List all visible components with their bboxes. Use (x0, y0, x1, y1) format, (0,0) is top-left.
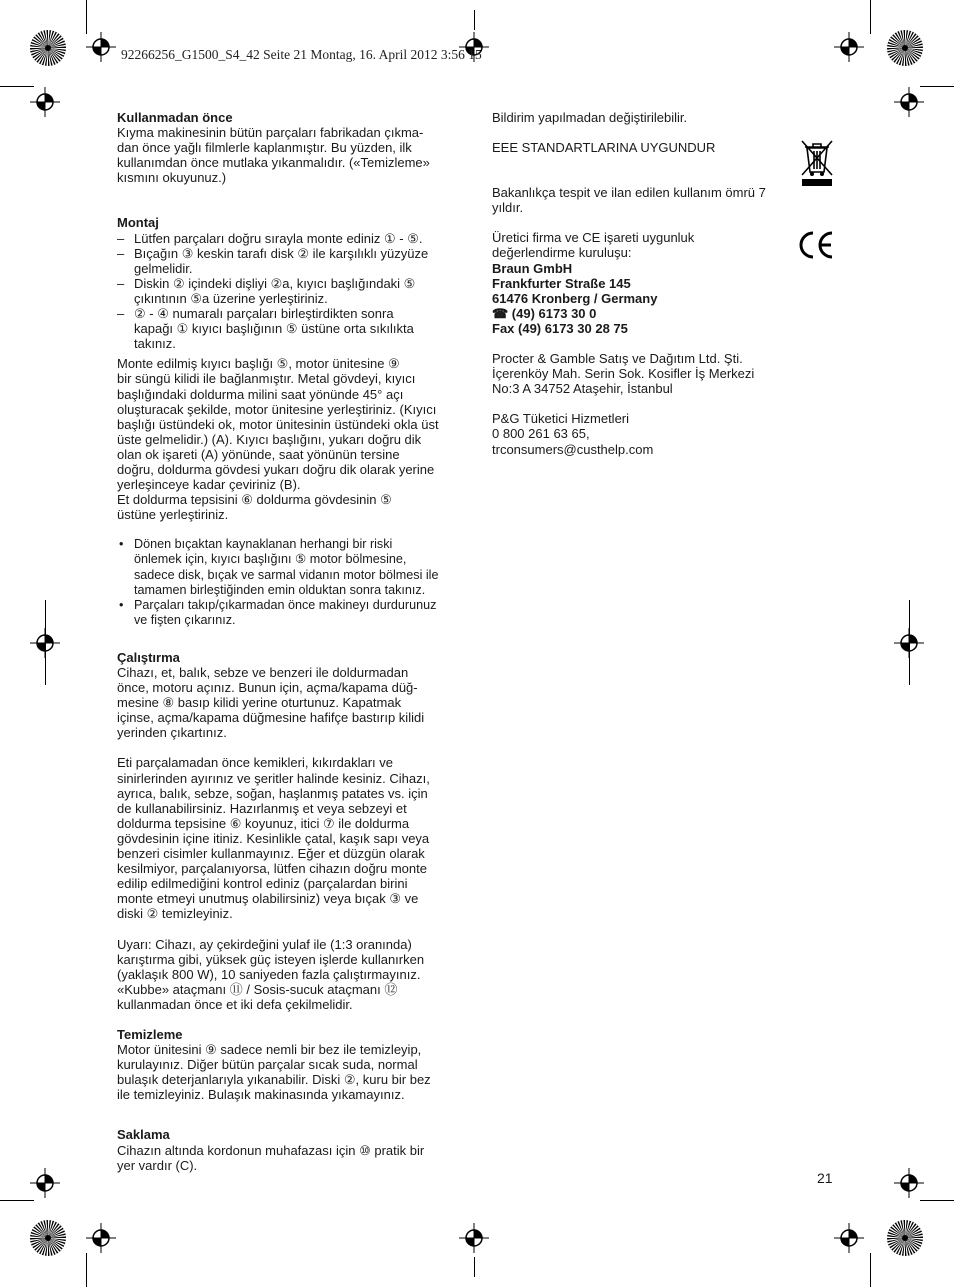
distributor-address (492, 351, 792, 396)
registration-mark-icon (894, 1168, 924, 1198)
text-line: içinse, açma/kapama düğmesine hafifçe bastırıp kilidi (117, 710, 425, 726)
text-line: «Kubbe» ataçmanı ⑪ / Sosis-sucuk ataçmanı ⑫ (117, 981, 398, 997)
left-column (117, 110, 463, 1188)
section-title-assembly: Montaj (117, 215, 159, 231)
text-line: başlığındaki doldurma milini saat yönünde 45° açı (117, 386, 404, 402)
text-line: mesine ⑧ basıp kilidi yerine oturtunuz. Kapatmak (117, 695, 402, 711)
text-line: kullanımdan önce mutlaka yıkanmalıdır. («Temizleme» (117, 155, 430, 171)
list-item: – ② - ④ numaralı parçaları birleştirdikten sonra kapağı ① kıyıcı başlığının ⑤ üstüne orta sıkılıkta takınız. (117, 306, 463, 351)
section-title-before-use: Kullanmadan önce (117, 110, 233, 125)
text-line: üste gelmelidir.) (A). Kıyıcı başlığını, yukarı doğru dik (117, 431, 422, 447)
text-line: doldurma tepsisine ⑥ koyunuz, itici ⑦ ile doldurma (117, 815, 410, 831)
registration-mark-icon (86, 1223, 116, 1253)
text-line: yerleşinceye kadar çeviriniz (B). (117, 477, 301, 493)
page-number: 21 (817, 1170, 833, 1186)
text-line: oluşturacak şekilde, motor ünitesine yerleştiriniz. (Kıyıcı (117, 401, 437, 417)
company-name: Braun GmbH (492, 260, 573, 276)
text-line: kullanmadan önce et iki defa çekilmelidir. (117, 996, 353, 1012)
text-line: sinirlerinden ayırınız ve şeritler halinde kesiniz. Cihazı, (117, 770, 430, 786)
crop-mark (870, 0, 871, 34)
text-line: doğru, doldurma gövdesi yukarı doğru dik olarak yerine (117, 461, 435, 477)
text-line: gövdesinin içine itiniz. Kesinlikle çatal, kaşık sapı veya (117, 830, 430, 846)
customer-service (492, 411, 792, 456)
section-title-storage: Saklama (117, 1127, 170, 1143)
registration-mark-icon (894, 87, 924, 117)
text-line: yıldır. (492, 200, 524, 216)
crop-mark (909, 600, 910, 685)
text-line: Cihazın altında kordonun muhafazası için ⑩ pratik bir (117, 1142, 425, 1158)
text-line: Üretici firma ve CE işareti uygunluk (492, 230, 695, 246)
company-fax: Fax (49) 6173 30 28 75 (492, 320, 628, 336)
weee-bin-icon (799, 138, 835, 193)
text-line: ayrıca, balık, sebze, soğan, haşlanmış patates vs. için (117, 785, 428, 801)
operation-para-1 (117, 665, 463, 740)
operation-para-2 (117, 755, 463, 921)
list-item: – Bıçağın ③ keskin tarafı disk ② ile karşılıklı yüzyüze gelmelidir. (117, 246, 463, 276)
list-item: – Diskin ② içindeki dişliyi ②a, kıyıcı başlığındaki ⑤ çıkıntının ⑤a üzerine yerleştiriniz. (117, 276, 463, 306)
ce-intro (492, 230, 792, 260)
text-line: kurulayınız. Diğer bütün parçalar sıcak suda, normal (117, 1057, 418, 1073)
before-use-text (117, 125, 463, 185)
text-line: Kıyma makinesinin bütün parçaları fabrikadan çıkma- (117, 125, 424, 141)
product-lifetime (492, 185, 792, 215)
crop-mark (0, 1200, 34, 1201)
list-item: • Dönen bıçaktan kaynaklanan herhangi bir riski önlemek için, kıyıcı başlığını ⑤ motor bölmesine, sadece disk, bıçak ve sarmal vidanın motor bölmesi ile tamamen birleştiğinden emin olduktan sonra takınız. (117, 537, 463, 597)
text-line: de kullanabilirsiniz. Hazırlanmış et veya sebzeyi et (117, 800, 407, 816)
text-line: Procter & Gamble Satış ve Dağıtım Ltd. Şti. (492, 351, 743, 367)
text-line: karıştırma gibi, yüksek güç isteyen işlerde kullanırken (117, 951, 425, 967)
company-city: 61476 Kronberg / Germany (492, 290, 658, 306)
ce-mark-icon (796, 230, 836, 265)
registration-mark-icon (30, 1168, 60, 1198)
assembly-steps (117, 231, 463, 352)
registration-mark-icon (86, 32, 116, 62)
crop-mark (45, 600, 46, 685)
change-notice: Bildirim yapılmadan değiştirilebilir. (492, 110, 688, 125)
company-phone: ☎ (49) 6173 30 0 (492, 305, 597, 321)
crop-mark (920, 1200, 954, 1201)
list-item: • Parçaları takıp/çıkarmadan önce makineyı durdurunuz ve fişten çıkarınız. (117, 598, 463, 628)
text-line: bulaşık deterjanlarıyla yıkanabilir. Diski ②, kuru bir bez (117, 1072, 431, 1088)
section-before-use (117, 110, 463, 185)
crop-mark (474, 1257, 475, 1277)
text-line: kısmını okuyunuz.) (117, 170, 227, 186)
storage-text (117, 1143, 463, 1173)
text-line: üstüne yerleştiriniz. (117, 507, 229, 523)
text-line: Bakanlıkça tespit ve ilan edilen kullanım ömrü 7 (492, 185, 766, 201)
registration-mark-icon (834, 32, 864, 62)
text-line: Uyarı: Cihazı, ay çekirdeğini yulaf ile (1:3 oranında) (117, 936, 412, 952)
text-line: Motor ünitesini ⑨ sadece nemli bir bez ile temizleyip, (117, 1042, 422, 1058)
text-line: P&G Tüketici Hizmetleri (492, 411, 630, 427)
operation-para-3 (117, 937, 463, 1012)
crop-mark (86, 0, 87, 34)
assembly-warnings (117, 537, 463, 628)
text-line: monte etmeyi unutmuş olabilirsiniz) veya bıçak ③ ve (117, 891, 419, 907)
text-line: dan önce yağlı filmlerle kaplanmıştır. Bu yüzden, ilk (117, 140, 412, 156)
star-target-icon (886, 29, 924, 67)
registration-mark-icon (834, 1223, 864, 1253)
text-line: benzeri cisimler kullanmayınız. Eğer et düzgün olarak (117, 846, 425, 862)
section-assembly (117, 215, 463, 627)
registration-mark-icon (459, 1223, 489, 1253)
text-line: olan ok işareti (A) yönünde, saat yönünün tersine (117, 446, 400, 462)
text-line: Eti parçalamadan önce kemikleri, kıkırdakları ve (117, 755, 394, 771)
section-cleaning (117, 1027, 463, 1102)
text-line: bir süngü kilidi ile bağlanmıştır. Metal gövdeyi, kıyıcı (117, 371, 416, 387)
text-line: Monte edilmiş kıyıcı başlığı ⑤, motor ünitesine ⑨ (117, 356, 400, 372)
text-line: diski ② temizleyiniz. (117, 906, 233, 922)
text-line: önce, motoru açınız. Bunun için, açma/kapama düğ- (117, 680, 418, 696)
crop-mark (86, 1253, 87, 1287)
eee-conformity: EEE STANDARTLARINA UYGUNDUR (492, 140, 716, 156)
star-target-icon (29, 29, 67, 67)
text-line: yerinden çıkartınız. (117, 725, 227, 741)
list-item: – Lütfen parçaları doğru sırayla monte ediniz ① - ⑤. (117, 231, 463, 246)
section-operation (117, 650, 463, 1012)
text-line: (yaklaşık 800 W), 10 saniyeden fazla çalıştırmayınız. (117, 966, 421, 982)
section-title-cleaning: Temizleme (117, 1026, 183, 1042)
crop-mark (920, 86, 954, 87)
text-line: Et doldurma tepsisini ⑥ doldurma gövdesinin ⑤ (117, 492, 392, 508)
section-storage (117, 1127, 463, 1172)
text-line: İçerenköy Mah. Serin Sok. Kosifler İş Merkezi (492, 366, 755, 382)
star-target-icon (29, 1219, 67, 1257)
text-line: ile temizleyiniz. Bulaşık makinasında yıkamayınız. (117, 1087, 405, 1103)
registration-mark-icon (30, 87, 60, 117)
text-line: edilip edilmediğini kontrol ediniz (parçalardan birini (117, 876, 408, 892)
text-line: değerlendirme kuruluşu: (492, 245, 632, 261)
star-target-icon (886, 1219, 924, 1257)
print-header: 92266256_G1500_S4_42 Seite 21 Montag, 16. April 2012 3:56 15 (121, 47, 482, 62)
cleaning-text (117, 1042, 463, 1102)
text-line: trconsumers@custhelp.com (492, 441, 654, 457)
text-line: Cihazı, et, balık, sebze ve benzeri ile doldurmadan (117, 665, 409, 680)
crop-mark (474, 10, 475, 30)
crop-mark (870, 1253, 871, 1287)
right-column (492, 110, 792, 457)
section-title-operation: Çalıştırma (117, 649, 180, 665)
text-line: 0 800 261 63 65, (492, 426, 590, 442)
company-street: Frankfurter Straße 145 (492, 275, 631, 291)
text-line: yer vardır (C). (117, 1157, 198, 1173)
crop-mark (0, 86, 34, 87)
text-line: kesilmiyor, parçalanıyorsa, lütfen cihazın doğru monte (117, 861, 427, 877)
text-line: No:3 A 34752 Ataşehir, İstanbul (492, 381, 673, 397)
assembly-paragraph (117, 356, 463, 522)
text-line: başlığı üstündeki ok, motor ünitesinin üstündeki okla üst (117, 416, 439, 432)
